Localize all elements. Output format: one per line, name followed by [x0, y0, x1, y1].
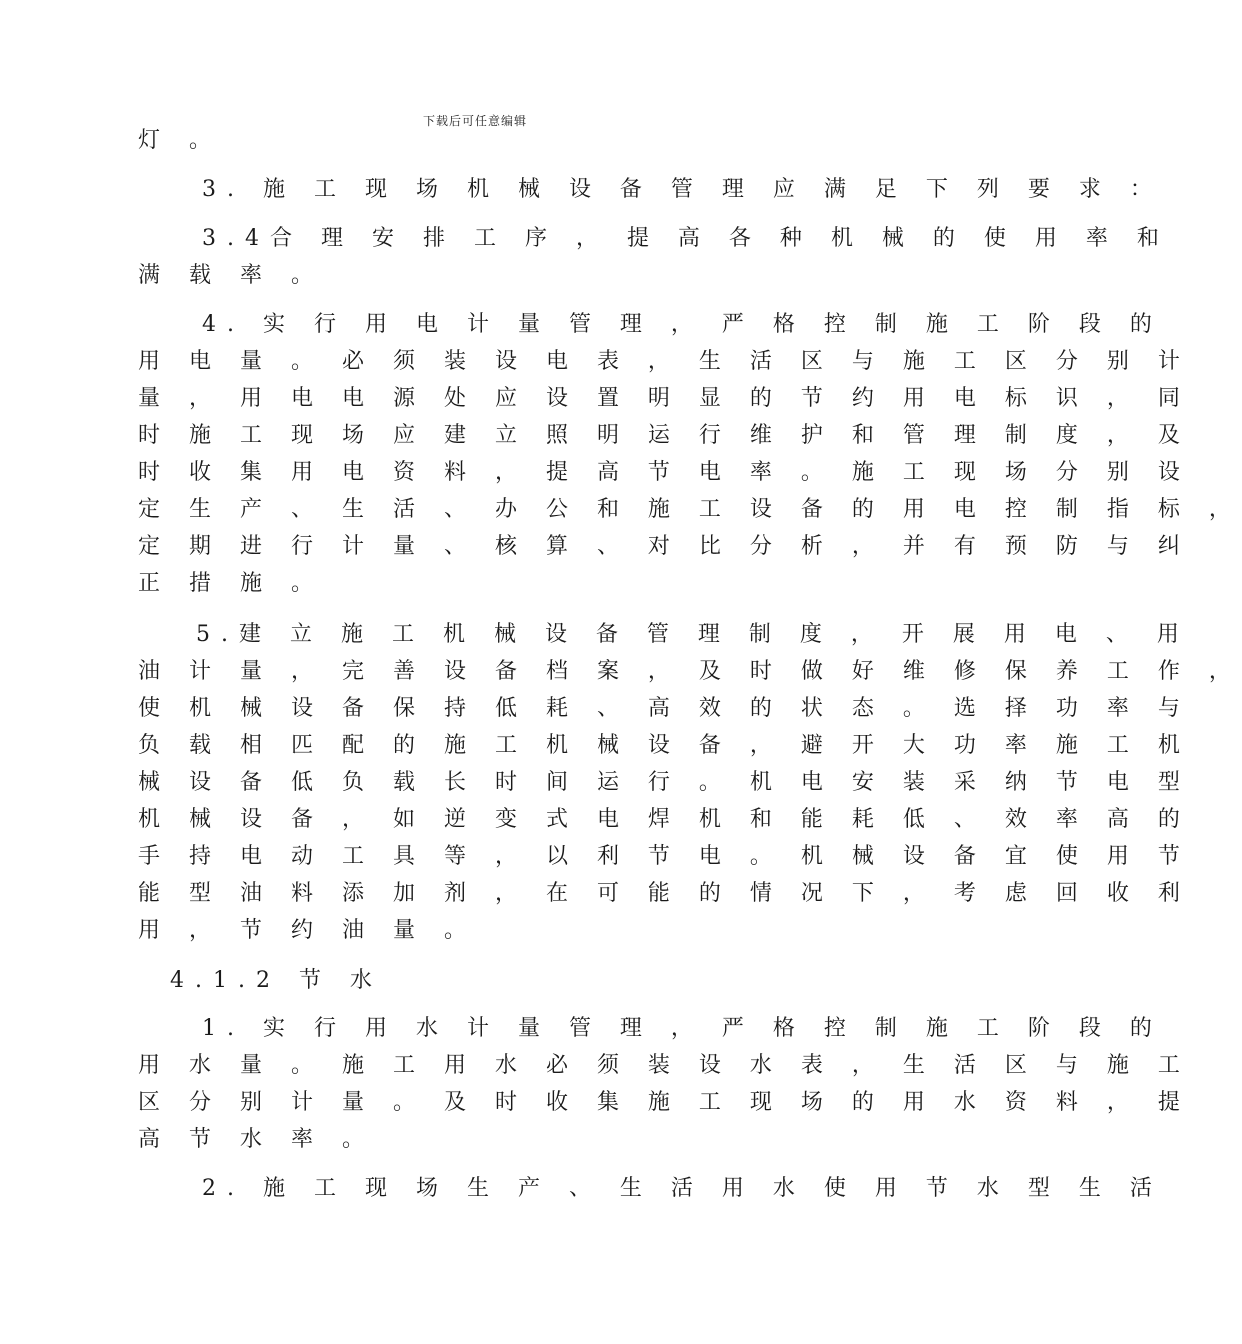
text-line: 负 载 相 匹 配 的 施 工 机 械 设 备 ， 避 开 大 功 率 施 工 机 — [138, 733, 1191, 758]
text-line: 定 期 进 行 计 量 、 核 算 、 对 比 分 析 ， 并 有 预 防 与 纠 — [138, 534, 1191, 559]
text-line: 5.建 立 施 工 机 械 设 备 管 理 制 度 ， 开 展 用 电 、 用 — [196, 622, 1190, 647]
text-line: 区 分 别 计 量 。 及 时 收 集 施 工 现 场 的 用 水 资 料 ， 提 — [138, 1090, 1191, 1115]
text-line: 正 措 施 。 — [138, 571, 324, 596]
text-line: 用 电 量 。 必 须 装 设 电 表 ， 生 活 区 与 施 工 区 分 别 计 — [138, 349, 1191, 374]
text-line: 4. 实 行 用 电 计 量 管 理 ， 严 格 控 制 施 工 阶 段 的 — [202, 312, 1163, 337]
section-heading: 4.1.2 节 水 — [170, 968, 383, 993]
text-line: 定 生 产 、 生 活 、 办 公 和 施 工 设 备 的 用 电 控 制 指 标 ， — [138, 497, 1242, 522]
text-line: 时 施 工 现 场 应 建 立 照 明 运 行 维 护 和 管 理 制 度 ， 及 — [138, 423, 1191, 448]
text-line: 手 持 电 动 工 具 等 ， 以 利 节 电 。 机 械 设 备 宜 使 用 节 — [138, 844, 1191, 869]
text-line: 使 机 械 设 备 保 持 低 耗 、 高 效 的 状 态 。 选 择 功 率 与 — [138, 696, 1191, 721]
text-line: 机 械 设 备 ， 如 逆 变 式 电 焊 机 和 能 耗 低 、 效 率 高 的 — [138, 807, 1191, 832]
text-line: 3.4合 理 安 排 工 序 ， 提 高 各 种 机 械 的 使 用 率 和 — [202, 226, 1170, 251]
text-line: 用 水 量 。 施 工 用 水 必 须 装 设 水 表 ， 生 活 区 与 施 工 — [138, 1053, 1191, 1078]
text-line: 能 型 油 料 添 加 剂 ， 在 可 能 的 情 况 下 ， 考 虑 回 收 利 — [138, 881, 1191, 906]
text-line: 满 载 率 。 — [138, 263, 324, 288]
text-line: 用 ， 节 约 油 量 。 — [138, 918, 477, 943]
text-line: 械 设 备 低 负 载 长 时 间 运 行 。 机 电 安 装 采 纳 节 电 型 — [138, 770, 1191, 795]
text-line: 油 计 量 ， 完 善 设 备 档 案 ， 及 时 做 好 维 修 保 养 工 作 ， — [138, 659, 1242, 684]
text-line: 高 节 水 率 。 — [138, 1127, 375, 1152]
text-line: 量 ， 用 电 电 源 处 应 设 置 明 显 的 节 约 用 电 标 识 ， 同 — [138, 386, 1191, 411]
text-line: 1. 实 行 用 水 计 量 管 理 ， 严 格 控 制 施 工 阶 段 的 — [202, 1016, 1163, 1041]
text-line: 3. 施 工 现 场 机 械 设 备 管 理 应 满 足 下 列 要 求 ： — [202, 177, 1163, 202]
text-line: 时 收 集 用 电 资 料 ， 提 高 节 电 率 。 施 工 现 场 分 别 设 — [138, 460, 1191, 485]
header-note: 下载后可任意编辑 — [422, 114, 527, 128]
text-line: 灯 。 — [138, 128, 222, 153]
text-line: 2. 施 工 现 场 生 产 、 生 活 用 水 使 用 节 水 型 生 活 — [202, 1176, 1163, 1201]
